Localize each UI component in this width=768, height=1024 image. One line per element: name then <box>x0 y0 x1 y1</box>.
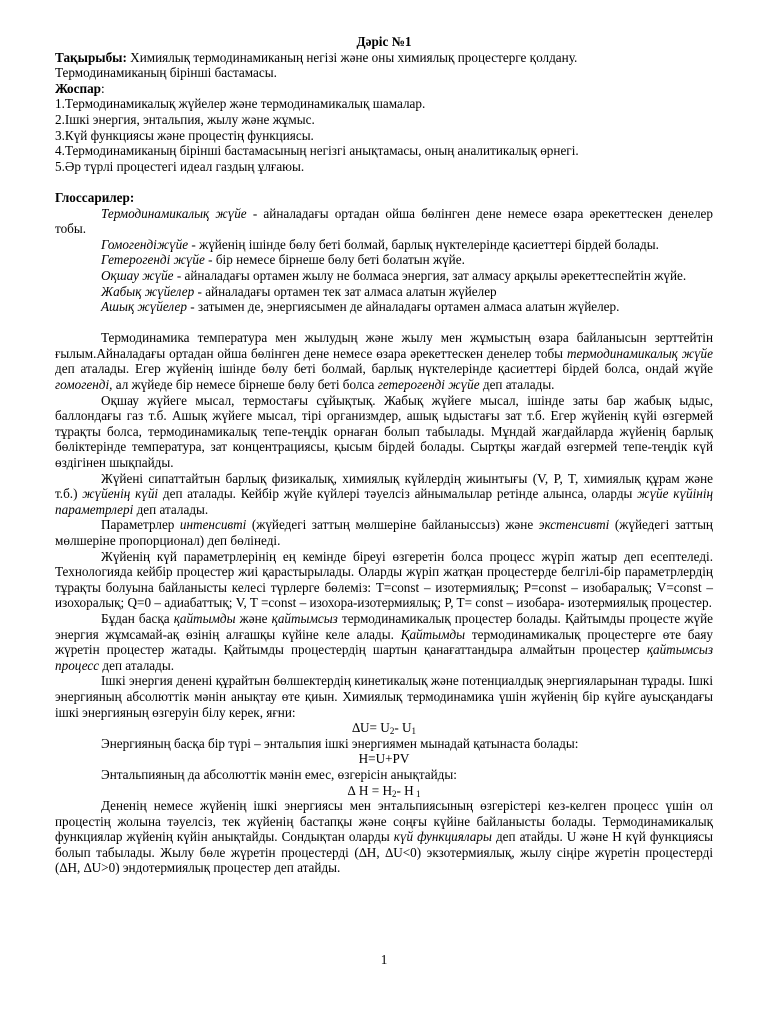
plan-item: 5.Әр түрлі процестегі идеал газдың ұлғаюы. <box>55 158 305 174</box>
glossary-item: Ашық жүйелер - затымен де, энергиясымен де айналадағы ортамен алмаса алатын жүйелер. <box>101 299 620 315</box>
glossary-item: Гомогендіжүйе - жүйенің ішінде бөлу беті болмай, барлық нүктелерінде қасиеттері бірдей болады. <box>101 236 659 252</box>
topic-line-2: Термодинамиканың бірінші бастамасы. <box>55 65 277 81</box>
body-paragraph: Дененің немесе жүйенің ішкі энергиясы мен энтальпиясының өзгерістері кез-келген процесс үшін ол процестің жолына тәуелсіз, тек жүйенің бастапқы және соңғы күйіне байланысты болады. Термодинамикалық функциялар жүйенің күйін анықтайды. Сондықтан оларды күй функциялары деп атайды. U және H күй функциясы болып табылады. Жылу бөле жүретін процестерді (∆H, ∆U<0) экзотермиялық, жылу сіңіре жүретін процестерді (∆H, ∆U>0) эндотермиялық процестер деп атайды. <box>55 798 714 876</box>
glossary-item: Оқшау жүйе - айналадағы ортамен жылу не болмаса энергия, зат алмасу арқылы әрекеттеспейтін жүйе. <box>101 267 687 283</box>
body-paragraph: Параметрлер интенсивті (жүйедегі заттың мөлшеріне байланыссыз) және экстенсивті (жүйедегі заттың мөлшеріне пропорционал) деп бөлінеді. <box>55 517 713 548</box>
formula-enthalpy-change: ∆ $H = H_2-$ H $_1$ <box>347 782 421 799</box>
glossary-heading: Глоссарилер: <box>55 189 135 205</box>
plan-item: 2.Ішкі энергия, энтальпия, жылу және жұмыс. <box>55 111 315 127</box>
plan-heading: Жоспар: <box>55 80 105 96</box>
body-paragraph: Жүйенің күй параметрлерінің ең кемінде біреуі өзгеретін болса процесс жүріп жатыр деп есептеледі. Технологияда кейбір процестер жиі қарастырылады. Оларды жүріп жатқан процестерде белгілі-бір параметрлердің тұрақты болуына байланысты келесі түрлерге бөлеміз: T=const – изотермиялық; P=const – изобаралық; V=const – изохоралық; Q=0 – адиабаттық; V, T =const – изохора-изотермиялық; P, T= const – изобара- изотермиялық процестер. <box>55 548 713 611</box>
plan-item: 4.Термодинамиканың бірінші бастамасының негізгі анықтамасы, оның аналитикалық өрнегі. <box>55 143 579 159</box>
glossary-item: Гетерогенді жүйе - бір немесе бірнеше бөлу беті болатын жүйе. <box>101 252 465 268</box>
page-number: 1 <box>380 952 388 967</box>
plan-label: Жоспар <box>55 80 102 96</box>
formula-enthalpy: H=U+PV <box>358 751 410 767</box>
topic-label: Тақырыбы: <box>55 49 127 65</box>
body-paragraph: Термодинамика температура мен жылудың және жылу мен жұмыстың өзара байланысын зерттейтін ғылым.Айналадағы ортадан ойша бөлінген дене немесе өзара әрекеттескен денелер тобы термодинамикалық жүйе деп аталады. Егер жүйенің ішінде бөлу беті болмай, барлық нүктелерінде қасиеттері бірдей болса, ондай жүйе гомогенді, ал жүйеде бір немесе бірнеше бөлу беті болса гетерогенді жүйе деп аталады. <box>55 330 714 393</box>
topic-line <box>55 50 713 66</box>
body-paragraph: Оқшау жүйеге мысал, термостағы сұйықтық. Жабық жүйеге мысал, ішінде заты бар жабық ыдыс, баллондағы газ т.б. Ашық жүйеге мысал, тірі организмдер, ашық ыдыстағы зат т.б. Егер жүйенің күйі өзгермей тұрақты болса, термодинамикалық тепе-теңдік орнаған болып табылады. Мұндай жағдайларда жүйенің барлық бөліктерінде температура, зат концентрациясы, қысым бірдей болады. Сыртқы жағдай өзгермей тепе-теңдік күй өздігінен шықпайды. <box>55 392 713 471</box>
plan-item: 3.Күй функциясы және процестің функциясы. <box>55 127 314 143</box>
topic-text: Химиялық термодинамиканың негізі және оны химиялық процестерге қолдану. <box>126 49 578 65</box>
formula-internal-energy: $\Delta U= U_2-$ $U_1$ <box>351 720 417 737</box>
body-paragraph: Жүйені сипаттайтын барлық физикалық, химиялық күйлердің жиынтығы (V, P, T, химиялық құрам және т.б.) жүйенің күйі деп аталады. Кейбір жүйе күйлері тәуелсіз айнымалылар ретінде алынса, оларды жүйе күйінің параметрлері деп аталады. <box>55 470 714 517</box>
body-paragraph: Энергияның басқа бір түрі – энтальпия ішкі энергиямен мынадай қатынаста болады: <box>101 735 579 751</box>
lecture-title: Дәріс №1 <box>356 34 412 49</box>
glossary-item: Термодинамикалық жүйе - айналадағы ортадан ойша бөлінген дене немесе өзара әрекеттескен денелер тобы. <box>55 205 713 237</box>
body-paragraph: Энтальпияның да абсолюттік мәнін емес, өзгерісін анықтайды: <box>101 766 457 782</box>
glossary-item: Жабық жүйелер - айналадағы ортамен тек зат алмаса алатын жүйелер <box>101 283 497 299</box>
body-paragraph: Ішкі энергия денені құрайтын бөлшектердің кинетикалық және потенциалдық энергияларынан тұрады. Ішкі энергияның абсолюттік мәнін анықтау өте қиын. Химиялық термодинамика үшін жүйенің бір күйге ауысқандағы ішкі энергияның өзгеруін білу керек, яғни: <box>55 673 713 720</box>
plan-item: 1.Термодинамикалық жүйелер және термодинамикалық шамалар. <box>55 96 426 112</box>
body-paragraph: Бұдан басқа қайтымды және қайтымсыз термодинамикалық процестер болады. Қайтымды процесте жүйе энергия жұмсамай-ақ өзінің алғашқы күйіне келе алады. Қайтымды термодинамикалық процестерге өте баяу жүретін процестер жатады. Қайтымды процестердің шартын қанағаттандыра алмайтын процестер қайтымсыз процесс деп аталады. <box>55 610 713 673</box>
